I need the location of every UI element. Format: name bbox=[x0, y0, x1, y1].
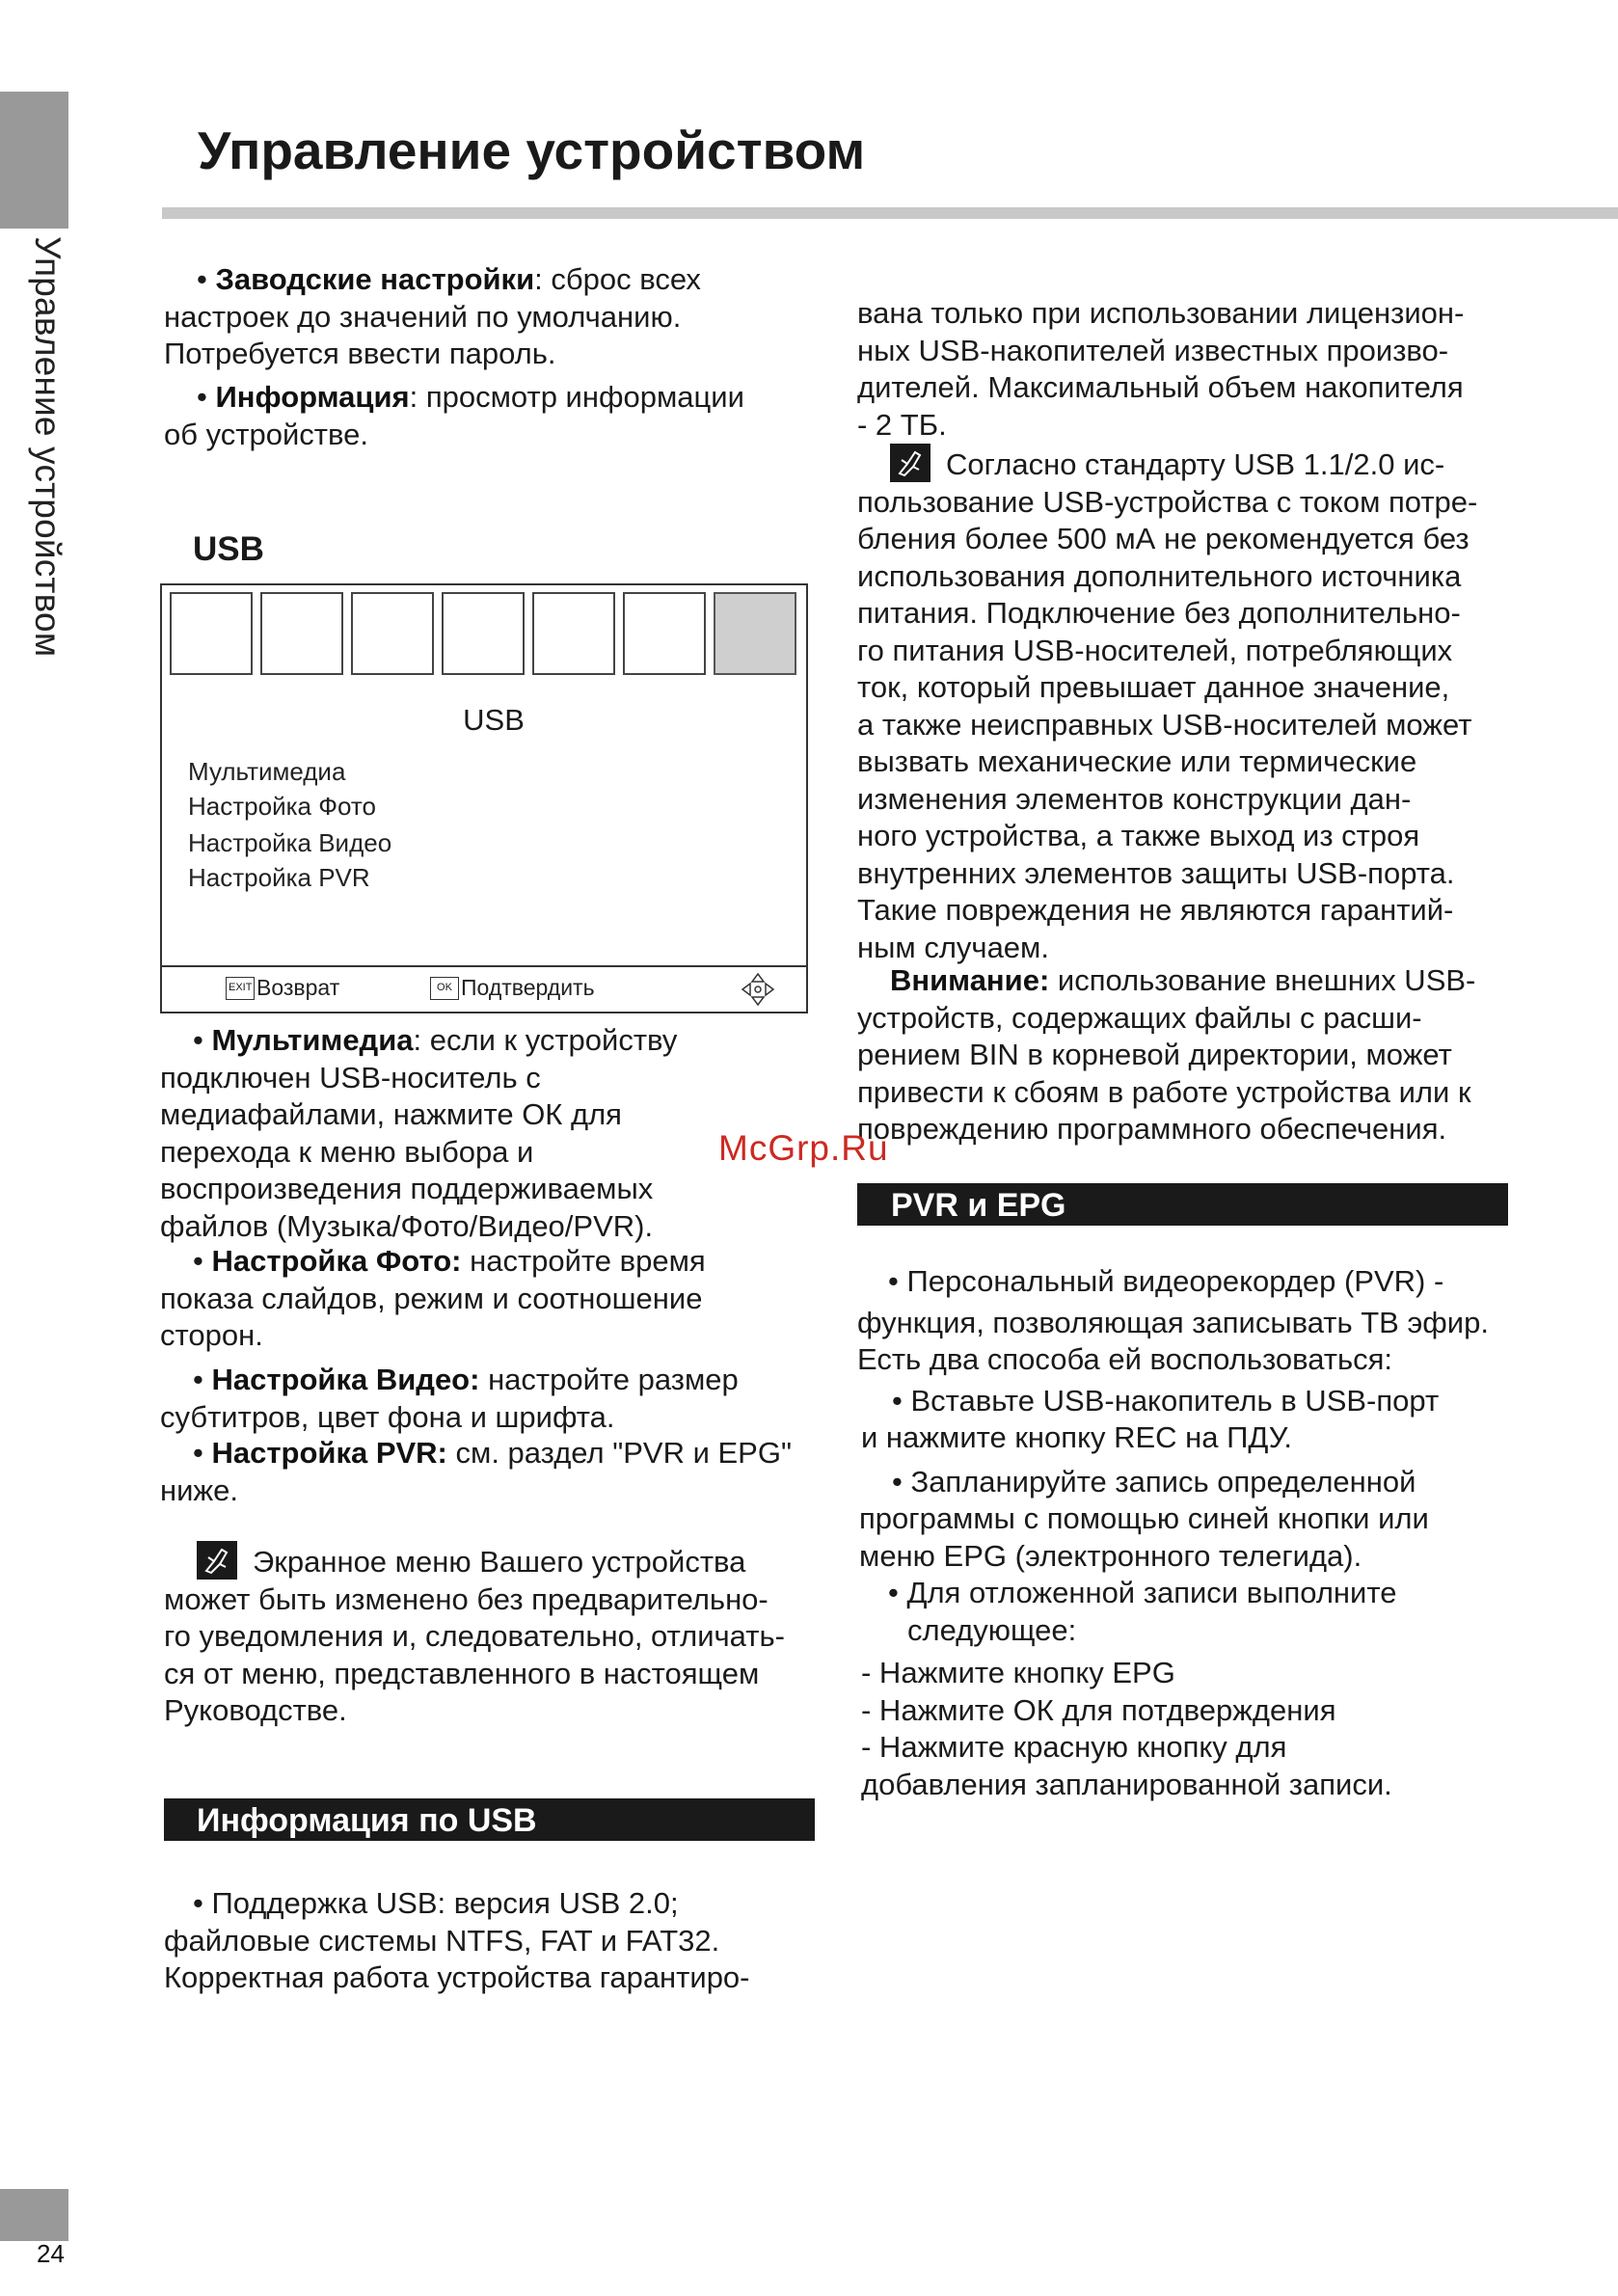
pvr-line: - Нажмите кнопку EPG bbox=[861, 1656, 1175, 1689]
menu-item-video-settings: Настройка Видео bbox=[188, 828, 392, 857]
usb-info-continued: вана только при использовании лицензион- ных USB-накопителей известных произво- дителей. Максимальный объем накопителя - 2 ТБ. bbox=[857, 296, 1465, 442]
menu-tab-slot bbox=[170, 592, 253, 675]
pvr-line: функция, позволяющая записывать ТВ эфир. bbox=[857, 1305, 1489, 1339]
pvr-line: • Запланируйте запись определенной bbox=[892, 1464, 1416, 1499]
section-heading-pvr-epg: PVR и EPG bbox=[857, 1183, 1508, 1226]
section-heading-usb-info: Информация по USB bbox=[164, 1798, 815, 1841]
pvr-text bbox=[857, 1263, 1542, 1803]
note-usb-current: Согласно стандарту USB 1.1/2.0 ис- пользование USB-устройства с током потре- бления более 500 мА не рекомендуется без использования дополнительного источника питания. Подключение без дополнительно- го питания USB-носителей, потребляющих ток, который превышает данное значение, а также неисправных USB-носителей может вызвать механические или термические изменения элементов конструкции дан- ного устройства, а также выход из строя внутренних элементов защиты USB-порта. Такие повреждения не являются гарантий- ным случаем. bbox=[857, 444, 1542, 966]
note-menu-changes: Экранное меню Вашего устройства может быть изменено без предварительно- го уведомления и, следовательно, отличать- ся от меню, представленного в настоящем Руководстве. bbox=[164, 1541, 829, 1730]
pvr-line: и нажмите кнопку REC на ПДУ. bbox=[861, 1420, 1292, 1454]
menu-footer bbox=[162, 965, 806, 1012]
menu-item-pvr-settings: Настройка PVR bbox=[188, 863, 370, 892]
pvr-line: Есть два способа ей воспользоваться: bbox=[857, 1342, 1393, 1376]
note-hand-icon bbox=[890, 444, 930, 482]
ok-label: Подтвердить bbox=[461, 975, 595, 1000]
menu-tab-slot bbox=[532, 592, 615, 675]
pvr-line: меню EPG (электронного телегида). bbox=[859, 1538, 1362, 1573]
page-number: 24 bbox=[37, 2239, 65, 2268]
bullet-factory-settings: • Заводские настройки: сброс всех настроек до значений по умолчанию. Потребуется ввести пароль. bbox=[164, 262, 701, 370]
exit-label: Возврат bbox=[256, 975, 340, 1000]
menu-tab-slot bbox=[260, 592, 343, 675]
ok-key-icon: OK bbox=[430, 977, 459, 1000]
pvr-line: • Вставьте USB-накопитель в USB-порт bbox=[892, 1383, 1440, 1418]
page-number-tab bbox=[0, 2189, 68, 2241]
pvr-line: - Нажмите ОК для потдверждения bbox=[861, 1692, 1336, 1727]
menu-title: USB bbox=[463, 703, 525, 737]
menu-tab-slot bbox=[623, 592, 706, 675]
warning-bin-files: Внимание: использование внешних USB- устройств, содержащих файлы с расши- рением BIN в корневой директории, может привести к сбоям в работе устройства или к повреждению программного обеспечения. bbox=[857, 963, 1476, 1146]
pvr-line: • Для отложенной записи выполните bbox=[888, 1576, 1397, 1609]
menu-tab-slot bbox=[351, 592, 434, 675]
usb-info-text: • Поддержка USB: версия USB 2.0; файловые системы NTFS, FAT и FAT32. Корректная работа устройства гарантиро- bbox=[164, 1886, 750, 1994]
bullet-photo-settings: • Настройка Фото: настройте время показа слайдов, режим и соотношение сторон. bbox=[160, 1244, 706, 1352]
bullet-video-settings: • Настройка Видео: настройте размер субтитров, цвет фона и шрифта. bbox=[160, 1363, 739, 1434]
bullet-multimedia: • Мультимедиа: если к устройству подключен USB-носитель с медиафайлами, нажмите ОК для перехода к меню выбора и воспроизведения поддерживаемых файлов (Музыка/Фото/Видео/PVR). bbox=[160, 1023, 678, 1243]
side-tab-label: Управление устройством bbox=[28, 236, 67, 658]
navigation-arrows-icon bbox=[741, 972, 775, 1012]
bullet-information: • Информация: просмотр информации об устройстве. bbox=[164, 380, 744, 451]
note-hand-icon bbox=[197, 1541, 237, 1580]
pvr-line: добавления запланированной записи. bbox=[861, 1767, 1392, 1801]
pvr-line: • Персональный видеорекордер (PVR) - bbox=[888, 1264, 1444, 1298]
usb-heading: USB bbox=[193, 530, 264, 568]
menu-item-photo-settings: Настройка Фото bbox=[188, 792, 376, 821]
menu-item-multimedia: Мультимедиа bbox=[188, 757, 346, 786]
watermark: McGrp.Ru bbox=[718, 1128, 889, 1168]
side-tab bbox=[0, 92, 68, 229]
page-title: Управление устройством bbox=[198, 121, 866, 180]
exit-key-icon: EXIT bbox=[226, 977, 255, 1000]
title-rule bbox=[162, 207, 1618, 219]
menu-tab-slot-usb-active bbox=[714, 592, 796, 675]
pvr-line: программы с помощью синей кнопки или bbox=[859, 1501, 1429, 1535]
bullet-pvr-settings: • Настройка PVR: см. раздел "PVR и EPG" ниже. bbox=[160, 1436, 792, 1507]
pvr-line: - Нажмите красную кнопку для bbox=[861, 1730, 1287, 1764]
usb-menu-screen bbox=[160, 583, 808, 1013]
pvr-line: следующее: bbox=[907, 1612, 1077, 1647]
menu-tab-slot bbox=[442, 592, 525, 675]
